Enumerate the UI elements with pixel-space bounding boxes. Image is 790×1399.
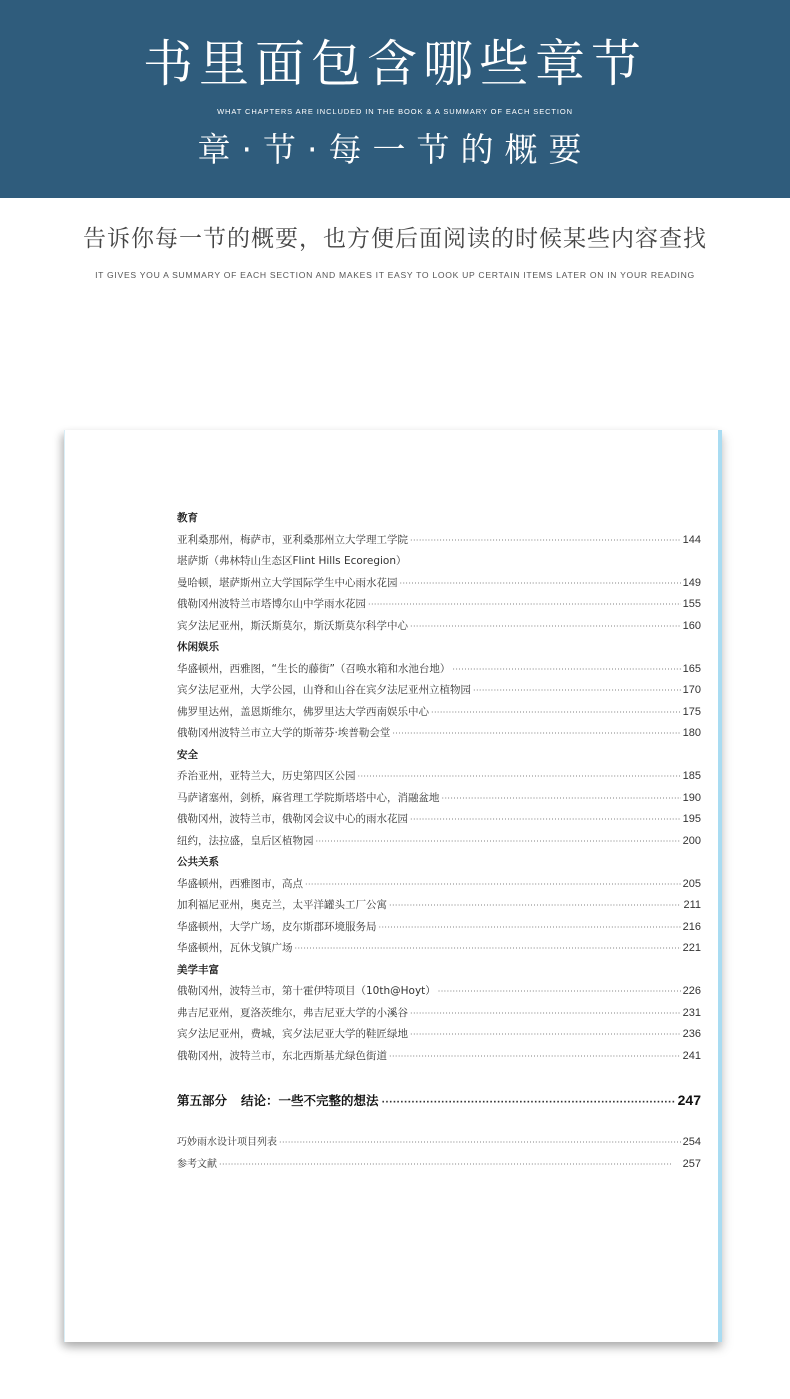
toc-entry-title: 俄勒冈州，波特兰市，第十霍伊特项目（10th@Hoyt） bbox=[177, 985, 436, 997]
banner-subtitle-english: WHAT CHAPTERS ARE INCLUDED IN THE BOOK & A SUMMARY OF EACH SECTION bbox=[217, 107, 573, 116]
toc-entry bbox=[177, 809, 701, 831]
part-page: 247 bbox=[677, 1092, 701, 1108]
toc-entry-title: 纽约，法拉盛，皇后区植物园 bbox=[177, 834, 314, 847]
intro-text-chinese: 告诉你每一节的概要，也方便后面阅读的时候某些内容查找 bbox=[83, 226, 707, 252]
toc-entry bbox=[177, 895, 701, 917]
toc-entry-title: 参考文献 bbox=[177, 1158, 217, 1170]
toc-entry-page: 226 bbox=[682, 985, 701, 997]
toc-entry-page: 241 bbox=[682, 1049, 701, 1062]
toc-section-heading: 公共关系 bbox=[177, 856, 219, 868]
part-title: 结论：一些不完整的想法 bbox=[241, 1093, 379, 1108]
leader-dots bbox=[410, 530, 681, 552]
toc-entry-title: 宾夕法尼亚州，大学公园，山脊和山谷在宾夕法尼亚州立植物园 bbox=[177, 684, 471, 696]
toc-entry-page: 211 bbox=[683, 899, 701, 911]
toc-entry-page: 180 bbox=[682, 727, 701, 739]
toc-entry bbox=[177, 680, 701, 702]
toc-entry-page: 254 bbox=[682, 1136, 701, 1148]
toc-entry-title: 马萨诸塞州，剑桥，麻省理工学院斯塔塔中心，消融盆地 bbox=[177, 791, 440, 804]
leader-dots bbox=[379, 917, 681, 939]
toc-entry bbox=[177, 616, 701, 638]
leader-dots bbox=[389, 895, 681, 917]
toc-entry-title: 华盛顿州，西雅图，“生长的藤街”（召唤水箱和水池台地） bbox=[177, 662, 451, 675]
leader-dots bbox=[410, 809, 681, 831]
banner-subtitle-chinese: 章·节·每一节的概要 bbox=[197, 130, 593, 169]
table-of-contents bbox=[177, 508, 701, 1067]
leader-dots bbox=[358, 766, 681, 788]
toc-entry-page: 165 bbox=[682, 662, 701, 675]
toc-entry-title: 堪萨斯（弗林特山生态区Flint Hills Ecoregion） bbox=[177, 555, 407, 567]
leader-dots bbox=[368, 594, 681, 616]
toc-entry-page: 175 bbox=[682, 705, 701, 718]
toc-entry-page: 195 bbox=[682, 813, 701, 825]
toc-entry-title: 俄勒冈州，波特兰市，俄勒冈会议中心的雨水花园 bbox=[177, 813, 408, 825]
toc-appendix bbox=[177, 1132, 701, 1175]
toc-entry-title: 华盛顿州，西雅图市，高点 bbox=[177, 877, 303, 890]
toc-entry-title: 华盛顿州，大学广场，皮尔斯郡环境服务局 bbox=[177, 920, 377, 933]
toc-entry-page: 185 bbox=[682, 770, 701, 782]
leader-dots bbox=[400, 573, 681, 595]
leader-dots bbox=[452, 659, 680, 681]
toc-entry-title: 巧妙雨水设计项目列表 bbox=[177, 1137, 277, 1148]
toc-entry-page: 200 bbox=[682, 834, 701, 847]
toc-entry-page: 257 bbox=[682, 1157, 701, 1170]
leader-dots bbox=[438, 981, 681, 1003]
leader-dots bbox=[410, 1024, 681, 1046]
toc-entry bbox=[177, 551, 701, 573]
toc-entry bbox=[177, 788, 701, 810]
leader-dots bbox=[279, 1132, 681, 1154]
toc-entry-page: 216 bbox=[682, 920, 701, 933]
toc-entry-page: 155 bbox=[682, 598, 701, 610]
leader-dots bbox=[410, 1003, 681, 1025]
toc-entry-page: 221 bbox=[682, 942, 701, 954]
part-number: 第五部分 bbox=[177, 1093, 228, 1108]
toc-entry-title: 曼哈顿，堪萨斯州立大学国际学生中心雨水花园 bbox=[177, 576, 398, 589]
leader-dots bbox=[389, 1046, 681, 1068]
leader-dots bbox=[410, 616, 681, 638]
toc-entry-title: 亚利桑那州，梅萨市，亚利桑那州立大学理工学院 bbox=[177, 533, 408, 546]
toc-part-entry bbox=[177, 1087, 701, 1116]
toc-section-heading: 教育 bbox=[177, 512, 198, 524]
leader-dots bbox=[295, 938, 681, 960]
toc-entry-title: 俄勒冈州，波特兰市，东北西斯基尤绿色街道 bbox=[177, 1049, 387, 1062]
toc-entry bbox=[177, 1154, 701, 1176]
toc-entry-page: 149 bbox=[682, 576, 701, 589]
toc-entry bbox=[177, 917, 701, 939]
toc-entry-page: 231 bbox=[682, 1006, 701, 1019]
toc-entry bbox=[177, 938, 701, 960]
intro-text-english: IT GIVES YOU A SUMMARY OF EACH SECTION AND MAKES IT EASY TO LOOK UP CERTAIN ITEMS LATER ON IN YOUR READING bbox=[95, 270, 695, 280]
toc-entry-page: 236 bbox=[682, 1028, 701, 1040]
toc-entry-title: 宾夕法尼亚州，费城，宾夕法尼亚大学的鞋匠绿地 bbox=[177, 1028, 408, 1040]
book-page-scan bbox=[64, 430, 722, 1342]
toc-entry-title: 加利福尼亚州，奥克兰，太平洋罐头工厂公寓 bbox=[177, 899, 387, 911]
toc-entry-title: 宾夕法尼亚州，斯沃斯莫尔，斯沃斯莫尔科学中心 bbox=[177, 619, 408, 632]
toc-entry-page: 144 bbox=[682, 533, 701, 546]
leader-dots bbox=[431, 702, 681, 724]
toc-entry bbox=[177, 1024, 701, 1046]
toc-entry-title: 佛罗里达州，盖恩斯维尔，佛罗里达大学西南娱乐中心 bbox=[177, 705, 429, 718]
toc-section-heading: 美学丰富 bbox=[177, 963, 219, 976]
toc-entry bbox=[177, 594, 701, 616]
toc-entry bbox=[177, 766, 701, 788]
toc-entry bbox=[177, 723, 701, 745]
toc-entry-title: 弗吉尼亚州，夏洛茨维尔，弗吉尼亚大学的小溪谷 bbox=[177, 1006, 408, 1019]
toc-entry bbox=[177, 1132, 701, 1154]
toc-section-heading: 安全 bbox=[177, 748, 198, 761]
leader-dots bbox=[219, 1154, 681, 1176]
toc-entry bbox=[177, 1003, 701, 1025]
toc-entry bbox=[177, 702, 701, 724]
leader-dots bbox=[305, 874, 681, 896]
toc-entry-page: 190 bbox=[682, 791, 701, 804]
toc-entry-page: 170 bbox=[682, 684, 701, 696]
toc-entry bbox=[177, 831, 701, 853]
toc-entry-title: 华盛顿州，瓦休戈镇广场 bbox=[177, 942, 293, 954]
toc-entry bbox=[177, 573, 701, 595]
toc-entry-page: 160 bbox=[682, 619, 701, 632]
toc-entry-title: 俄勒冈州波特兰市立大学的斯蒂芬·埃普勒会堂 bbox=[177, 727, 391, 739]
banner-title: 书里面包含哪些章节 bbox=[143, 35, 647, 93]
toc-entry bbox=[177, 874, 701, 896]
toc-entry bbox=[177, 1046, 701, 1068]
leader-dots bbox=[382, 1090, 675, 1116]
header-banner bbox=[0, 0, 790, 198]
toc-entry-page: 205 bbox=[682, 877, 701, 890]
leader-dots bbox=[392, 723, 680, 745]
toc-section-heading: 休闲娱乐 bbox=[177, 641, 219, 653]
toc-entry-title: 乔治亚州，亚特兰大，历史第四区公园 bbox=[177, 770, 356, 782]
toc-entry bbox=[177, 530, 701, 552]
toc-entry-title: 俄勒冈州波特兰市塔博尔山中学雨水花园 bbox=[177, 598, 366, 610]
leader-dots bbox=[316, 831, 681, 853]
leader-dots bbox=[473, 680, 681, 702]
toc-entry bbox=[177, 981, 701, 1003]
leader-dots bbox=[442, 788, 681, 810]
toc-entry bbox=[177, 659, 701, 681]
